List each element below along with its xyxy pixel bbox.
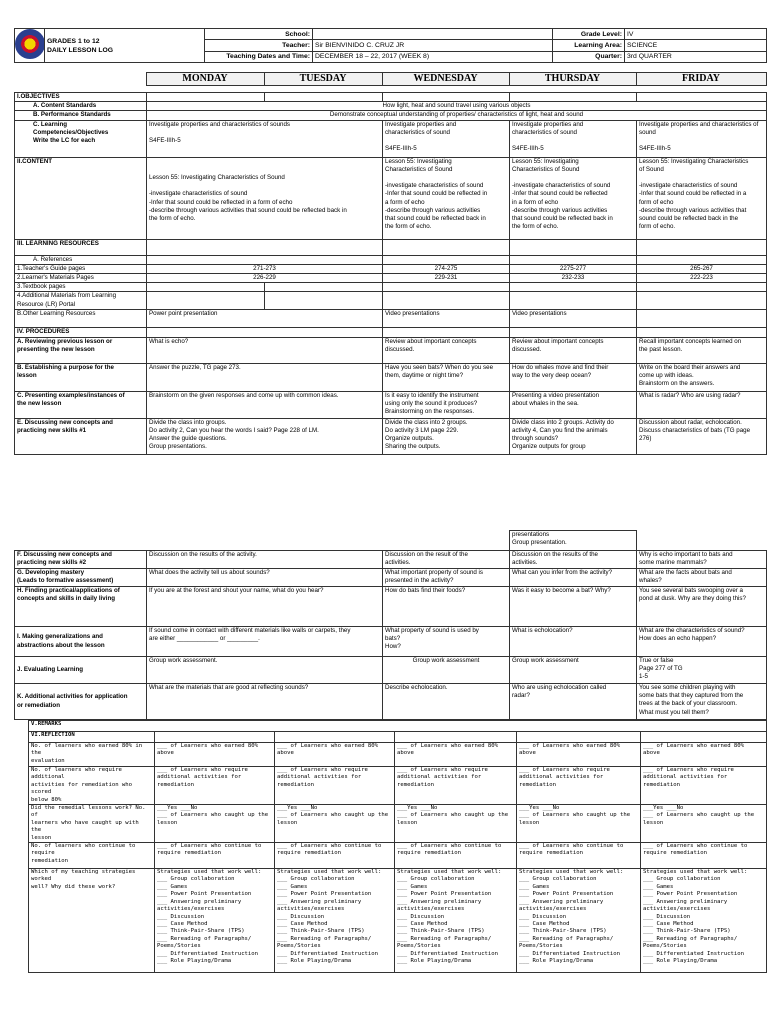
competencies-wednesday: Investigate properties and characteristics of sound S4FE-IIIh-5 [510,120,637,157]
lesson-log-page-2 [14,530,768,1024]
procedure-j-monday: Group work assessment. [147,657,383,684]
procedure-k-friday: You see some children playing with some bats that they captured from the trees at the back of your classroom. What must you tell them? [637,684,767,720]
other-resources-tuesday: Video presentations [383,310,510,328]
days-corner [14,73,146,86]
procedure-e-friday: Discussion about radar, echolocation. Discuss characteristics of bats (TG page 276) [637,418,767,454]
reflection-d-mon: ___ of Learners who continue to require remediation [155,843,275,869]
lm-wednesday: 232-233 [510,274,637,283]
procedure-b-wednesday: How do whales move and find their way to the very deep ocean? [510,363,637,391]
competencies-tuesday: Investigate properties and characteristics of sound S4FE-IIIh-5 [383,120,510,157]
procedure-j-label: J. Evaluating Learning [15,657,147,684]
reflection-c-tue: ___Yes ___No ___ of Learners who caught up the lesson [275,805,395,843]
reflection-b-label: No. of learners who require additional activities for remediation who scored below 80% [29,767,155,805]
procedure-j-wednesday: Group work assessment [510,657,637,684]
procedure-g-friday: What are the facts about bats and whales? [637,569,767,587]
deped-seal-icon [15,29,45,59]
other-resources-monday: Power point presentation [147,310,383,328]
main-table-2 [14,530,767,720]
procedure-i-wednesday: What is echolocation? [510,627,637,657]
area-value: SCIENCE [625,40,767,51]
procedure-a-wednesday: Review about important concepts discussed. [510,337,637,363]
reflection-b-thu: ___ of Learners who require additional activities for remediation [517,767,641,805]
school-value [313,29,553,40]
days-header [14,72,767,86]
procedure-e-tuesday: Divide the class into 2 groups. Do activity 3 LM page 229. Organize outputs. Sharing the outputs. [383,418,510,454]
strategies-fri: Strategies used that work well: ___ Group collaboration ___ Games ___ Power Point Presentation ___ Answering preliminary activities/exercises ___ Discussion ___ Case Method ___ Think-Pair-Share (TPS) ___ Rereading of Paragraphs/ Poems/Stories ___ Differentiated Instruction ___ Role Playing/Drama [641,869,767,973]
remarks-label: V.REMARKS [29,721,767,732]
header-table [14,28,767,63]
content-standards-label: A. Content Standards [15,102,147,111]
procedure-g-wednesday: What can you infer from the activity? [510,569,637,587]
content-monday: Lesson 55: Investigating Characteristics of Sound -investigate characteristics of sound -Infer that sound could be reflected in a form of echo -describe through various activities that sound could be reflected back in the form of echo. [147,157,383,239]
tg-friday: 265-267 [637,264,767,273]
title-cell [45,29,205,63]
procedure-b-monday: Answer the puzzle, TG page 273. [147,363,383,391]
reflection-d-thu: ___ of Learners who continue to require remediation [517,843,641,869]
procedure-k-label: K. Additional activities for application or remediation [15,684,147,720]
lesson-log-page-1 [14,28,768,526]
day-wednesday: WEDNESDAY [382,73,509,86]
content-friday: Lesson 55: Investigating Characteristics of Sound -investigate characteristics of sound -Infer that sound could be reflected in a form of echo -describe through various activities that sound could be reflected back in the form of echo. [637,157,767,239]
strategies-thu: Strategies used that work well: ___ Group collaboration ___ Games ___ Power Point Presentation ___ Answering preliminary activities/exercises ___ Discussion ___ Case Method ___ Think-Pair-Share (TPS) ___ Rereading of Paragraphs/ Poems/Stories ___ Differentiated Instruction ___ Role Playing/Drama [517,869,641,973]
dates-value: DECEMBER 18 – 22, 2017 (WEEK 8) [313,51,553,62]
other-resources-label: B.Other Learning Resources [15,310,147,328]
procedure-f-friday: Why is echo important to bats and some marine mammals? [637,551,767,569]
procedure-h-label: H. Finding practical/applications of concepts and skills in daily living [15,587,147,627]
procedure-h-wednesday: Was it easy to become a bat? Why? [510,587,637,627]
lm-label: 2.Learner's Materials Pages [15,274,147,283]
procedure-k-monday: What are the materials that are good at reflecting sounds? [147,684,383,720]
procedure-j-tuesday: Group work assessment [383,657,510,684]
grade-value: IV [625,29,767,40]
procedure-a-monday: What is echo? [147,337,383,363]
reflection-c-wed: ___Yes ___No ___ of Learners who caught up the lesson [395,805,517,843]
procedure-i-label: I. Making generalizations and abstractions about the lesson [15,627,147,657]
content-wednesday: Lesson 55: Investigating Characteristics of Sound -investigate characteristics of sound -Infer that sound could be reflected in a form of echo -describe through various activities that sound could be reflected back in the form of echo. [510,157,637,239]
reflection-table [28,720,767,973]
lm-tuesday: 229-231 [383,274,510,283]
resources-label: III. LEARNING RESOURCES [15,239,147,255]
procedure-c-tuesday: Is it easy to identify the instrument using only the sound it produces? Brainstorming on the responses. [383,391,510,418]
procedure-h-tuesday: How do bats find their foods? [383,587,510,627]
procedure-c-label: C. Presenting examples/instances of the new lesson [15,391,147,418]
reflection-d-label: No. of learners who continue to require remediation [29,843,155,869]
textbook-label: 3.Textbook pages [15,283,147,292]
procedure-c-friday: What is radar? Who are using radar? [637,391,767,418]
procedure-f-label: F. Discussing new concepts and practicing new skills #2 [15,551,147,569]
procedure-h-friday: You see several bats swooping over a pond at dusk. Why are they doing this? [637,587,767,627]
reflection-d-fri: ___ of Learners who continue to require remediation [641,843,767,869]
day-tuesday: TUESDAY [264,73,382,86]
references-label: A. References [15,255,147,264]
tg-tuesday: 274-275 [383,264,510,273]
competencies-label: C. Learning Competencies/Objectives Write the LC for each [15,120,147,157]
reflection-a-label: No. of learners who earned 80% in the evaluation [29,743,155,767]
reflection-a-mon: ___ of Learners who earned 80% above [155,743,275,767]
reflection-b-wed: ___ of Learners who require additional activities for remediation [395,767,517,805]
procedure-f-tuesday: Discussion on the result of the activities. [383,551,510,569]
dates-label: Teaching Dates and Time: [205,51,313,62]
procedure-i-tuesday: What property of sound is used by bats? How? [383,627,510,657]
additional-materials-label: 4.Additional Materials from Learning Resource (LR) Portal [15,292,147,310]
reflection-c-fri: ___Yes ___No ___ of Learners who caught up the lesson [641,805,767,843]
procedure-e-label: E. Discussing new concepts and practicing new skills #1 [15,418,147,454]
competencies-friday: Investigate properties and characteristics of sound S4FE-IIIh-5 [637,120,767,157]
procedure-b-friday: Write on the board their answers and come up with ideas. Brainstorm on the answers. [637,363,767,391]
performance-standards-label: B. Performance Standards [15,111,147,120]
procedure-i-friday: What are the characteristics of sound? How does an echo happen? [637,627,767,657]
procedure-a-friday: Recall important concepts learned on the past lesson. [637,337,767,363]
teacher-label: Teacher: [205,40,313,51]
procedures-label: IV. PROCEDURES [15,328,147,337]
procedure-b-tuesday: Have you seen bats? When do you see them, daytime or night time? [383,363,510,391]
procedure-c-wednesday: Presenting a video presentation about whales in the sea. [510,391,637,418]
procedure-f-monday: Discussion on the results of the activity. [147,551,383,569]
strategies-mon: Strategies used that work well: ___ Group collaboration ___ Games ___ Power Point Presentation ___ Answering preliminary activities/exercises ___ Discussion ___ Case Method ___ Think-Pair-Share (TPS) ___ Rereading of Paragraphs/ Poems/Stories ___ Differentiated Instruction ___ Role Playing/Drama [155,869,275,973]
reflection-c-mon: ___Yes ___No ___ of Learners who caught up the lesson [155,805,275,843]
reflection-a-wed: ___ of Learners who earned 80% above [395,743,517,767]
procedure-a-label: A. Reviewing previous lesson or presenting the new lesson [15,337,147,363]
lm-monday: 226-229 [147,274,383,283]
objectives-label: I.OBJECTIVES [15,93,147,102]
procedure-j-friday: True or false Page 277 of TG 1-5 [637,657,767,684]
procedure-g-monday: What does the activity tell us about sounds? [147,569,383,587]
procedure-h-monday: If you are at the forest and shout your name, what do you hear? [147,587,383,627]
reflection-b-tue: ___ of Learners who require additional activities for remediation [275,767,395,805]
procedure-e-wednesday: Divide class into 2 groups. Activity do activity 4, Can you find the animals through sounds? Organize outputs for group [510,418,637,454]
day-friday: FRIDAY [636,73,766,86]
competencies-monday: Investigate properties and characteristics of sounds S4FE-IIIh-5 [147,120,383,157]
tg-wednesday: 2275-277 [510,264,637,273]
procedure-f-wednesday: Discussion on the results of the activities. [510,551,637,569]
reflection-b-fri: ___ of Learners who require additional activities for remediation [641,767,767,805]
content-standards-value: How light, heat and sound travel using various objects [147,102,767,111]
reflection-a-tue: ___ of Learners who earned 80% above [275,743,395,767]
reflection-a-fri: ___ of Learners who earned 80% above [641,743,767,767]
reflection-d-wed: ___ of Learners who continue to require remediation [395,843,517,869]
reflection-c-label: Did the remedial lessons work? No. of learners who have caught up with the lesson [29,805,155,843]
reflection-c-thu: ___Yes ___No ___ of Learners who caught up the lesson [517,805,641,843]
day-thursday: THURSDAY [509,73,636,86]
procedure-k-wednesday: Who are using echolocation called radar? [510,684,637,720]
reflection-label: VI.REFLECTION [29,732,155,743]
content-tuesday: Lesson 55: Investigating Characteristics of Sound -investigate characteristics of sound -Infer that sound could be reflected in a form of echo -describe through various activities that sound could be reflected back in the form of echo. [383,157,510,239]
procedure-i-monday: If sound come in contact with different materials like walls or carpets, they are either ____________ or _________. [147,627,383,657]
deped-seal-cell [15,29,45,63]
quarter-label: Quarter: [553,51,625,62]
procedure-e-monday: Divide the class into groups. Do activity 2, Can you hear the words I said? Page 228 of LM. Answer the guide questions. Group presentations. [147,418,383,454]
quarter-value: 3rd QUARTER [625,51,767,62]
day-monday: MONDAY [146,73,264,86]
reflection-b-mon: ___ of Learners who require additional activities for remediation [155,767,275,805]
reflection-d-tue: ___ of Learners who continue to require remediation [275,843,395,869]
title-line2: DAILY LESSON LOG [47,46,114,54]
performance-standards-value: Demonstrate conceptual understanding of properties/ characteristics of light, heat and sound [147,111,767,120]
other-resources-wednesday: Video presentations [510,310,637,328]
procedure-c-monday: Brainstorm on the given responses and come up with common ideas. [147,391,383,418]
procedure-b-label: B. Establishing a purpose for the lesson [15,363,147,391]
title-line1: GRADES 1 to 12 [47,37,100,45]
content-label: II.CONTENT [15,157,147,239]
procedure-a-tuesday: Review about important concepts discussed. [383,337,510,363]
area-label: Learning Area: [553,40,625,51]
grade-label: Grade Level: [553,29,625,40]
procedure-g-label: G. Developing mastery (Leads to formative assessment) [15,569,147,587]
school-label: School: [205,29,313,40]
tg-label: 1.Teacher's Guide pages [15,264,147,273]
strategies-tue: Strategies used that work well: ___ Group collaboration ___ Games ___ Power Point Presentation ___ Answering preliminary activities/exercises ___ Discussion ___ Case Method ___ Think-Pair-Share (TPS) ___ Rereading of Paragraphs/ Poems/Stories ___ Differentiated Instruction ___ Role Playing/Drama [275,869,395,973]
tg-monday: 271-273 [147,264,383,273]
procedure-g-tuesday: What important property of sound is presented in the activity? [383,569,510,587]
main-table-1 [14,92,767,455]
lm-friday: 222-223 [637,274,767,283]
procedure-k-tuesday: Describe echolocation. [383,684,510,720]
reflection-e-label: Which of my teaching strategies worked well? Why did these work? [29,869,155,973]
reflection-a-thu: ___ of Learners who earned 80% above [517,743,641,767]
strategies-wed: Strategies used that work well: ___ Group collaboration ___ Games ___ Power Point Presentation ___ Answering preliminary activities/exercises ___ Discussion ___ Case Method ___ Think-Pair-Share (TPS) ___ Rereading of Paragraphs/ Poems/Stories ___ Differentiated Instruction ___ Role Playing/Drama [395,869,517,973]
teacher-value: Sir BIENVINIDO C. CRUZ JR [313,40,553,51]
continuation-wednesday: presentations Group presentation. [510,531,637,551]
